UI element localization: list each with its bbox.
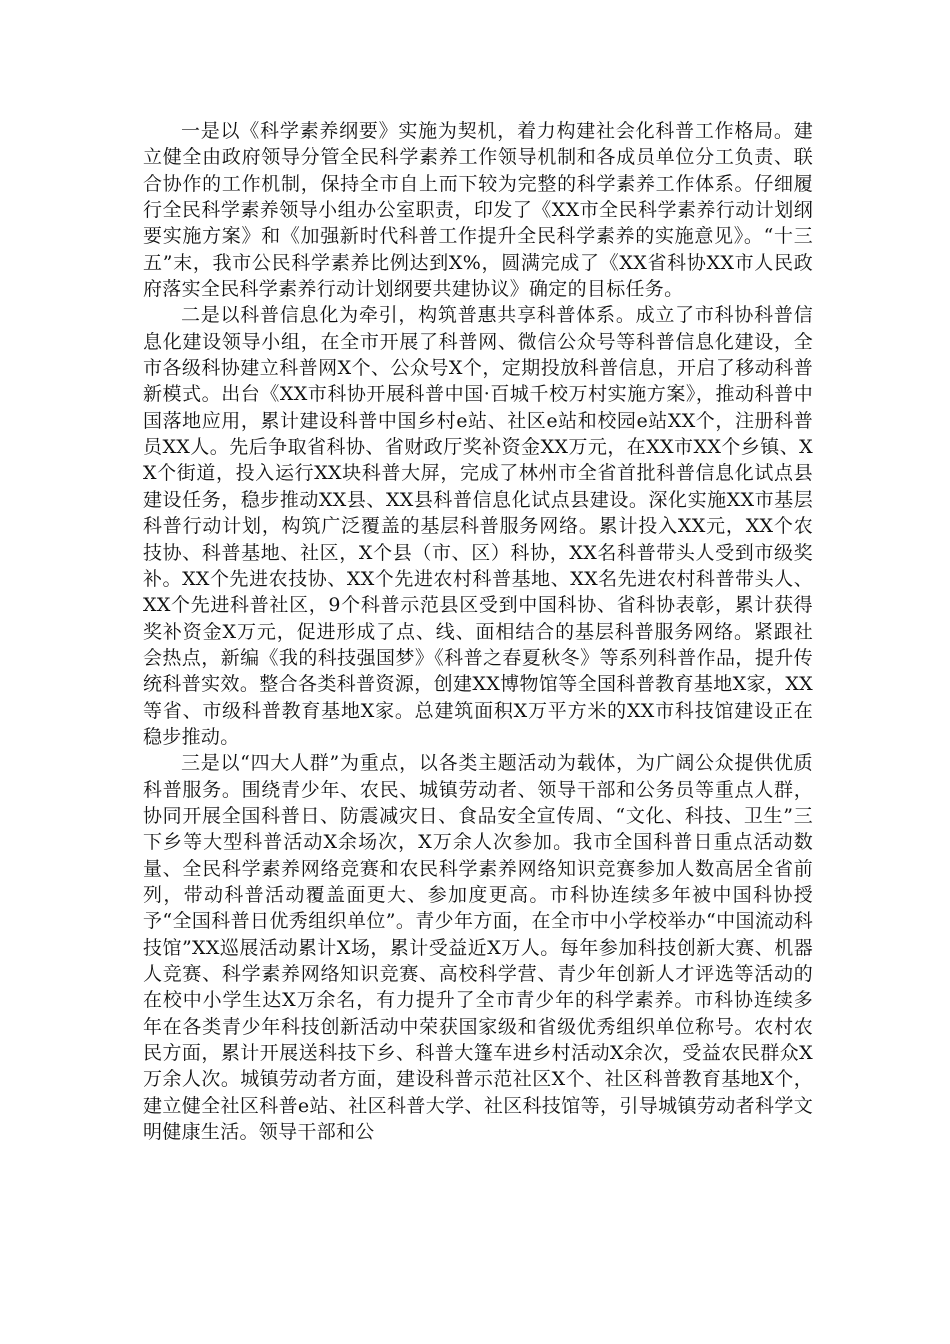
paragraph-2: 二是以科普信息化为牵引，构筑普惠共享科普体系。成立了市科协科普信息化建设领导小组，在全市开展了科普网、微信公众号等科普信息化建设，全市各级科协建立科普网X个、公众号X个，定期投放科普信息，开启了移动科普新模式。出台《XX市科协开展科普中国·百城千校万村实施方案》，推动科普中国落地应用，累计建设科普中国乡村e站、社区e站和校园e站XX个，注册科普员XX人。先后争取省科协、省财政厅奖补资金XX万元，在XX市XX个乡镇、XX个街道，投入运行XX块科普大屏，完成了林州市全省首批科普信息化试点县建设任务，稳步推动XX县、XX县科普信息化试点县建设。深化实施XX市基层科普行动计划，构筑广泛覆盖的基层科普服务网络。累计投入XX元，XX个农技协、科普基地、社区，X个县（市、区）科协，XX名科普带头人受到市级奖补。XX个先进农技协、XX个先进农村科普基地、XX名先进农村科普带头人、XX个先进科普社区，9个科普示范县区受到中国科协、省科协表彰，累计获得奖补资金X万元，促进形成了点、线、面相结合的基层科普服务网络。紧跟社会热点，新编《我的科技强国梦》《科普之春夏秋冬》等系列科普作品，提升传统科普实效。整合各类科普资源，创建XX博物馆等全国科普教育基地X家，XX等省、市级科普教育基地X家。总建筑面积X万平方米的XX市科技馆建设正在稳步推动。 xyxy=(143,304,813,748)
paragraph-3: 三是以“四大人群”为重点，以各类主题活动为载体，为广阔公众提供优质科普服务。围绕青少年、农民、城镇劳动者、领导干部和公务员等重点人群，协同开展全国科普日、防震减灾日、食品安全宣传周、“文化、科技、卫生”三下乡等大型科普活动X余场次，X万余人次参加。我市全国科普日重点活动数量、全民科学素养网络竞赛和农民科学素养网络知识竞赛参加人数高居全省前列，带动科普活动覆盖面更大、参加度更高。市科协连续多年被中国科协授予“全国科普日优秀组织单位”。青少年方面，在全市中小学校举办“中国流动科技馆”XX巡展活动累计X场，累计受益近X万人。每年参加科技创新大赛、机器人竞赛、科学素养网络知识竞赛、高校科学营、青少年创新人才评选等活动的在校中小学生达X万余名，有力提升了全市青少年的科学素养。市科协连续多年在各类青少年科技创新活动中荣获国家级和省级优秀组织单位称号。农村农民方面，累计开展送科技下乡、科普大篷车进乡村活动X余次，受益农民群众X万余人次。城镇劳动者方面，建设科普示范社区X个、社区科普教育基地X个，建立健全社区科普e站、社区科普大学、社区科技馆等，引导城镇劳动者科学文明健康生活。领导干部和公 xyxy=(143,752,813,1144)
paragraph-1: 一是以《科学素养纲要》实施为契机，着力构建社会化科普工作格局。建立健全由政府领导分管全民科学素养工作领导机制和各成员单位分工负责、联合协作的工作机制，保持全市自上而下较为完整的科学素养工作体系。仔细履行全民科学素养领导小组办公室职责，印发了《XX市全民科学素养行动计划纲要实施方案》和《加强新时代科普工作提升全民科学素养的实施意见》。“十三五”末，我市公民科学素养比例达到X%，圆满完成了《XX省科协XX市人民政府落实全民科学素养行动计划纲要共建协议》确定的目标任务。 xyxy=(143,120,813,301)
document-body xyxy=(143,118,813,1145)
